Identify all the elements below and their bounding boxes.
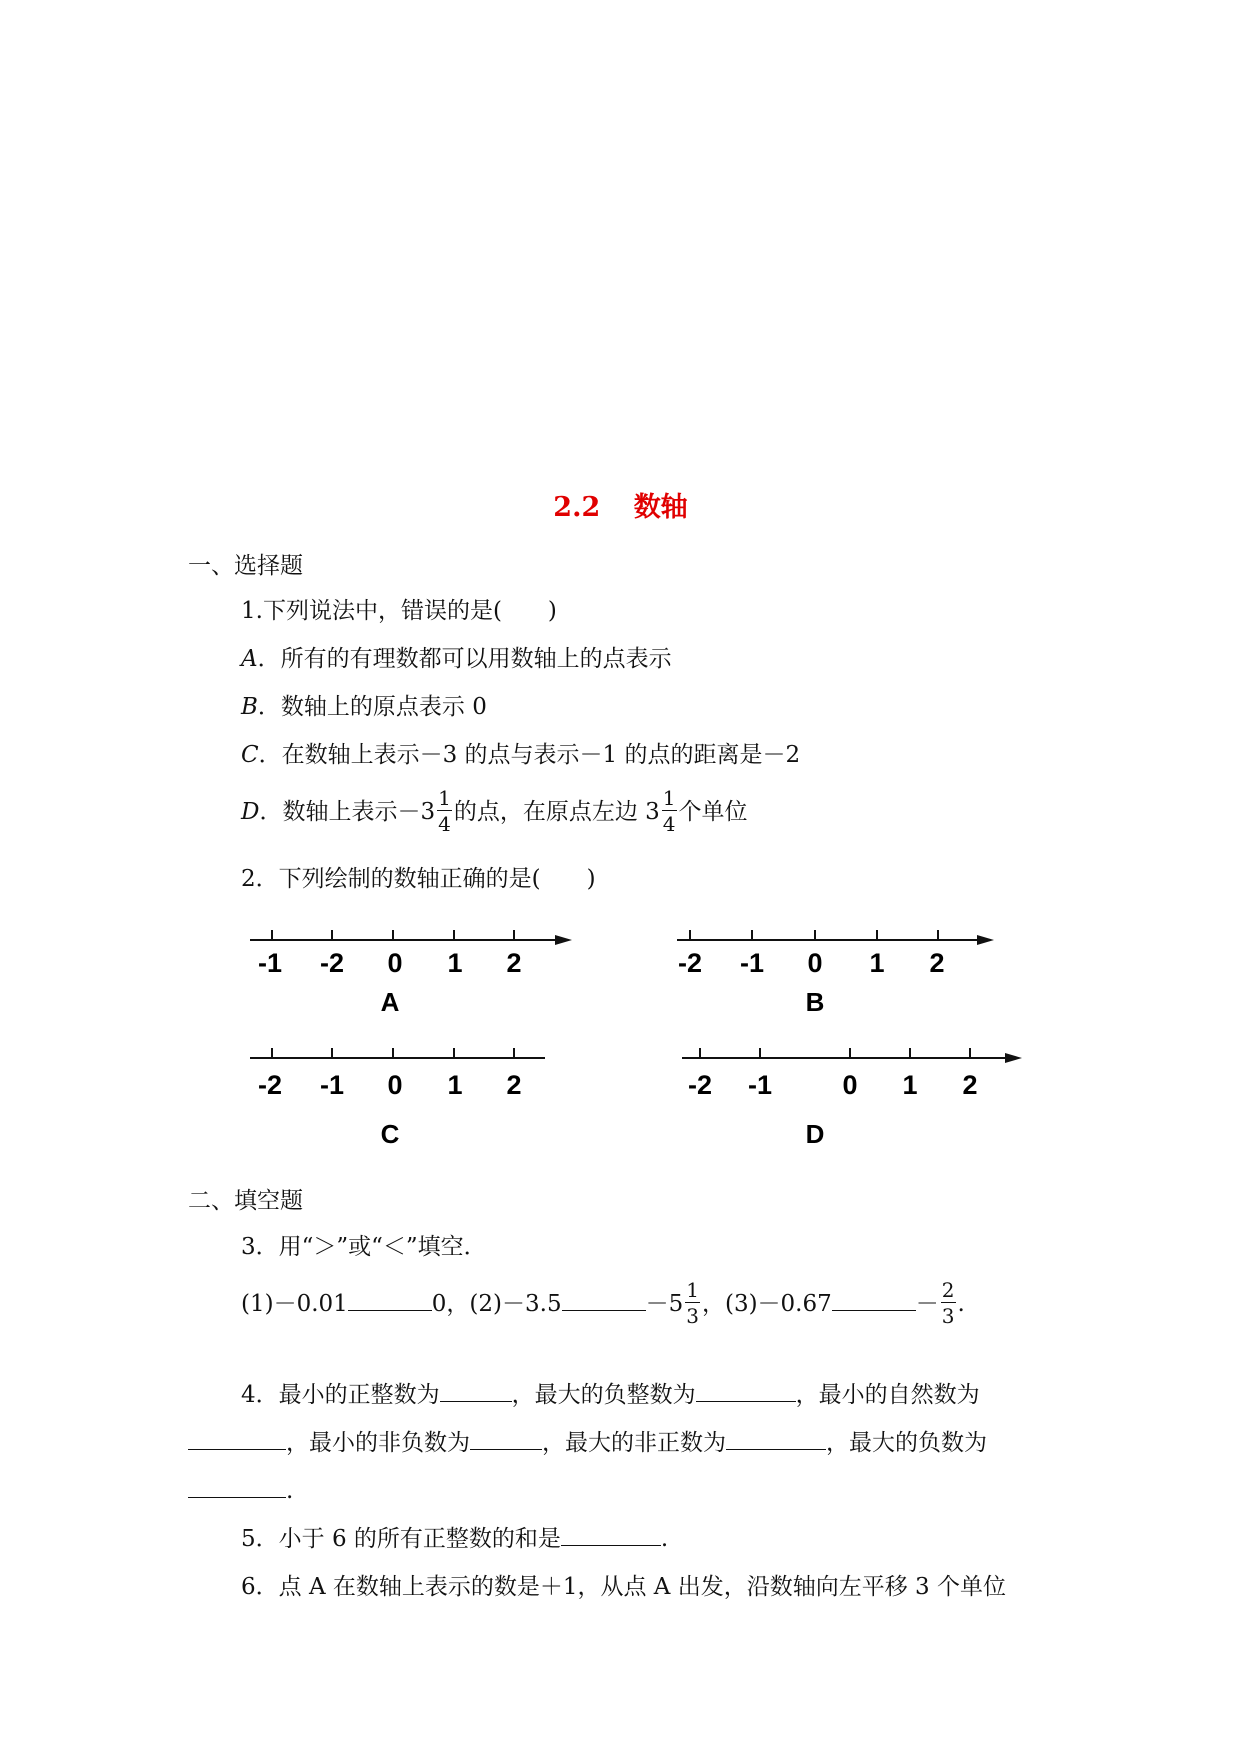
tick-label: -2: [319, 948, 345, 978]
tick-label: -2: [257, 1070, 283, 1100]
option-text: ．在数轴上表示－3 的点与表示－1 的点的距离是－2: [258, 742, 801, 768]
option-letter: D: [241, 799, 260, 825]
page-title: [0, 494, 1241, 521]
option-text: ．所有的有理数都可以用数轴上的点表示: [257, 646, 672, 672]
option-letter: C: [241, 742, 259, 768]
option-text: ．数轴上的原点表示 0: [257, 694, 487, 720]
question-3-stem: 3．用“＞”或“＜”填空．: [241, 1234, 487, 1260]
question-text: 4．最小的正整数为: [241, 1382, 440, 1408]
option-text: 的点，在原点左边 3: [453, 799, 660, 825]
number-line-d: [682, 1048, 1022, 1149]
tick-label: 2: [929, 948, 945, 978]
arrow-icon: [555, 935, 572, 945]
tick-label: 1: [902, 1070, 918, 1100]
part-text: －5: [645, 1291, 684, 1317]
number-line-a: [250, 930, 572, 1017]
arrow-icon: [977, 935, 994, 945]
question-1-option-d: [241, 786, 748, 836]
part-text: 0，(2)－3.5: [431, 1291, 562, 1317]
answer-blank[interactable]: [726, 1448, 826, 1450]
fraction-numerator: 2: [941, 1278, 955, 1302]
option-text: 个单位: [678, 799, 748, 825]
part-text: －: [915, 1291, 939, 1317]
answer-blank[interactable]: [562, 1309, 646, 1311]
answer-blank[interactable]: [348, 1309, 432, 1311]
answer-blank[interactable]: [188, 1496, 286, 1498]
fraction-numerator: 1: [438, 786, 451, 810]
question-2-stem: 2．下列绘制的数轴正确的是( ): [241, 866, 596, 892]
answer-blank[interactable]: [188, 1448, 286, 1450]
fraction-numerator: 1: [686, 1278, 699, 1302]
fraction: [941, 1280, 956, 1326]
number-line-figures: [0, 900, 1241, 1160]
part-text: (1)－0.01: [241, 1291, 348, 1317]
number-line-c: [250, 1048, 545, 1149]
tick-label: -1: [747, 1070, 773, 1100]
figure-caption: B: [805, 987, 825, 1017]
tick-label: -2: [677, 948, 703, 978]
question-text: ，最大的负数为: [826, 1430, 987, 1456]
tick-label: 0: [807, 948, 823, 978]
section-heading-choice: 一、选择题: [188, 553, 303, 579]
fraction: [685, 1280, 700, 1326]
fraction: [662, 788, 677, 834]
number-line-b: [677, 930, 994, 1017]
fraction-denominator: 3: [686, 1304, 699, 1328]
answer-blank[interactable]: [440, 1400, 512, 1402]
tick-label: 0: [842, 1070, 858, 1100]
question-1-stem: 1.下列说法中，错误的是( ): [241, 598, 557, 624]
fraction-numerator: 1: [662, 786, 676, 810]
option-text: ．数轴上表示－3: [259, 799, 436, 825]
tick-label: 2: [506, 1070, 522, 1100]
tick-label: 1: [447, 948, 463, 978]
question-text: ，最小的自然数为: [795, 1382, 980, 1408]
question-text: .: [660, 1526, 669, 1552]
figure-caption: A: [380, 987, 400, 1017]
question-4-line-2: [188, 1432, 987, 1455]
question-text: ，最大的非正数为: [542, 1430, 726, 1456]
question-text: 5．小于 6 的所有正整数的和是: [241, 1526, 561, 1552]
fraction-denominator: 4: [662, 812, 676, 836]
arrow-icon: [1005, 1053, 1022, 1063]
tick-label: 1: [447, 1070, 463, 1100]
tick-label: -1: [257, 948, 283, 978]
fraction-denominator: 3: [941, 1304, 955, 1328]
question-3-parts: [241, 1278, 965, 1328]
option-letter: A: [241, 646, 258, 672]
tick-label: -1: [319, 1070, 345, 1100]
tick-label: 2: [962, 1070, 978, 1100]
question-6: 6．点 A 在数轴上表示的数是＋1，从点 A 出发，沿数轴向左平移 3 个单位: [241, 1574, 1006, 1600]
question-1-option-b: [241, 696, 487, 719]
question-5: [241, 1528, 668, 1551]
tick-label: -1: [739, 948, 765, 978]
tick-label: 0: [387, 1070, 403, 1100]
question-4-line-3: [188, 1480, 293, 1503]
section-number: 2.2: [553, 492, 601, 523]
fraction-denominator: 4: [438, 812, 451, 836]
question-1-option-a: [241, 648, 672, 671]
figure-caption: C: [380, 1119, 400, 1149]
option-letter: B: [241, 694, 258, 720]
part-text: .: [957, 1291, 965, 1317]
tick-label: -2: [687, 1070, 713, 1100]
question-4-line-1: [241, 1384, 980, 1407]
figure-caption: D: [805, 1119, 825, 1149]
answer-blank[interactable]: [696, 1400, 796, 1402]
tick-label: 2: [506, 948, 522, 978]
question-text: ，最大的负整数为: [511, 1382, 696, 1408]
fraction: [437, 788, 452, 834]
part-text: ，(3)－0.67: [701, 1291, 832, 1317]
question-text: .: [286, 1478, 294, 1504]
question-1-option-c: [241, 744, 800, 767]
answer-blank[interactable]: [561, 1544, 661, 1546]
answer-blank[interactable]: [470, 1448, 542, 1450]
section-heading-fill: 二、填空题: [188, 1188, 303, 1214]
question-text: ，最小的非负数为: [286, 1430, 470, 1456]
answer-blank[interactable]: [832, 1309, 916, 1311]
tick-label: 1: [869, 948, 885, 978]
tick-label: 0: [387, 948, 403, 978]
section-name: 数轴: [633, 492, 688, 523]
